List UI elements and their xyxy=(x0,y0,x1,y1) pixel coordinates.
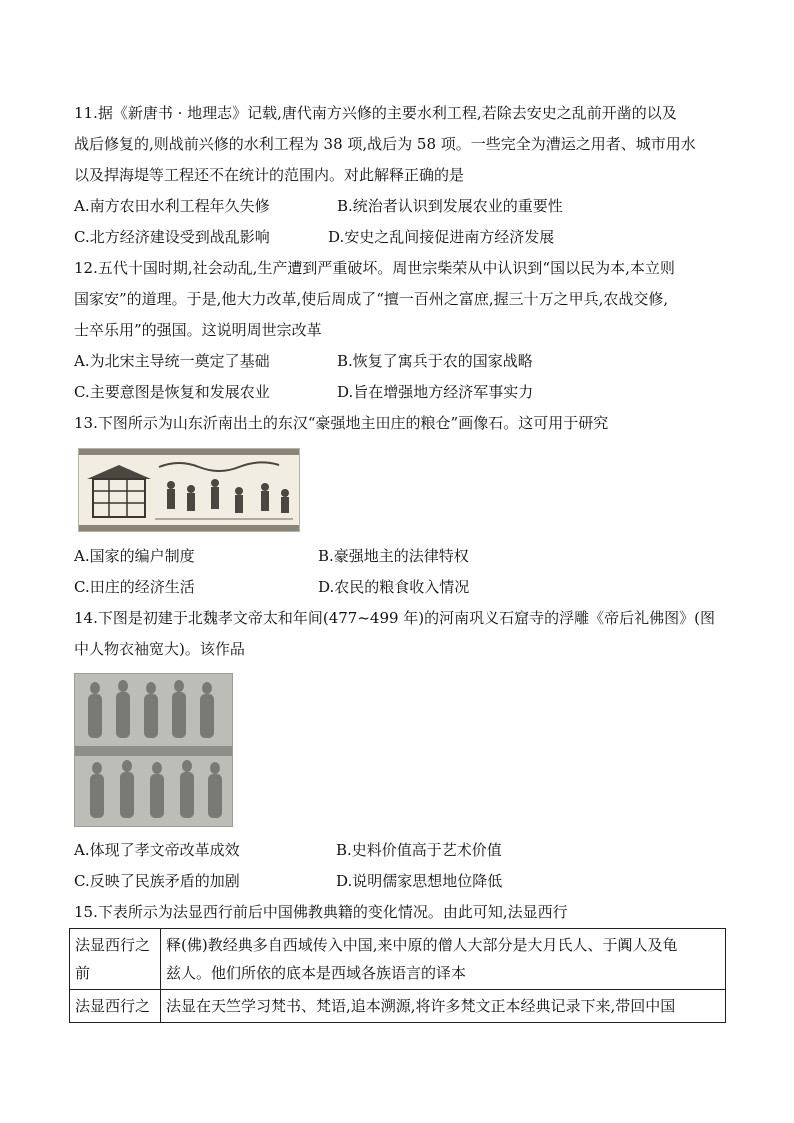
question-14 xyxy=(74,603,726,897)
emperor-empress-worship-relief-image xyxy=(74,673,233,827)
table-cell-text: 兹人。他们所依的底本是西域各族语言的译本 xyxy=(166,964,467,982)
question-11-stem-line-3: 以及捍海堤等工程还不在统计的范围内。对此解释正确的是 xyxy=(74,166,465,184)
question-13-options-row-2 xyxy=(74,572,726,603)
granary-relief-drawing xyxy=(79,449,299,531)
question-11 xyxy=(74,98,726,253)
question-11-stem-line-1: 11.据《新唐书 · 地理志》记载,唐代南方兴修的主要水利工程,若除去安史之乱前开凿的以及 xyxy=(74,104,677,122)
option-d[interactable]: D.农民的粮食收入情况 xyxy=(318,578,470,596)
option-c[interactable]: C.主要意图是恢复和发展农业 xyxy=(74,383,270,401)
question-11-options-row-1 xyxy=(74,191,726,222)
question-12-options-row-1 xyxy=(74,346,726,377)
table-row-header xyxy=(70,990,161,1023)
table-cell xyxy=(161,929,726,990)
option-a[interactable]: A.南方农田水利工程年久失修 xyxy=(74,197,270,215)
question-15-stem: 15.下表所示为法显西行前后中国佛教典籍的变化情况。由此可知,法显西行 xyxy=(74,903,568,921)
question-14-stem-line-2: 中人物衣袖宽大)。该作品 xyxy=(74,640,245,658)
question-13-options-row-1 xyxy=(74,541,726,572)
option-d[interactable]: D.安史之乱间接促进南方经济发展 xyxy=(328,228,555,246)
question-15 xyxy=(74,897,726,1023)
option-a[interactable]: A.国家的编户制度 xyxy=(74,547,195,565)
worship-relief-drawing xyxy=(75,674,232,826)
exam-page xyxy=(74,98,726,1023)
stone-relief-granary-image xyxy=(78,448,300,532)
table-row xyxy=(70,990,726,1023)
question-13 xyxy=(74,408,726,603)
question-12-stem-line-1: 12.五代十国时期,社会动乱,生产遭到严重破坏。周世宗柴荣从中认识到“国以民为本,本立则 xyxy=(74,259,675,277)
option-d[interactable]: D.旨在增强地方经济军事实力 xyxy=(337,383,534,401)
option-c[interactable]: C.北方经济建设受到战乱影响 xyxy=(74,228,270,246)
question-14-options-row-1 xyxy=(74,835,726,866)
option-a[interactable]: A.为北宋主导统一奠定了基础 xyxy=(74,352,270,370)
question-12-options-row-2 xyxy=(74,377,726,408)
table-cell-text: 前 xyxy=(75,964,91,982)
option-b[interactable]: B.史料价值高于艺术价值 xyxy=(336,841,502,859)
question-12-stem-line-3: 士卒乐用”的强国。这说明周世宗改革 xyxy=(74,321,322,339)
question-14-options-row-2 xyxy=(74,866,726,897)
question-12-stem-line-2: 国家安”的道理。于是,他大力改革,使后周成了“擅一百州之富庶,握三十万之甲兵,农战交修, xyxy=(74,290,669,308)
question-14-stem-line-1: 14.下图是初建于北魏孝文帝太和年间(477~499 年)的河南巩义石窟寺的浮雕《帝后礼佛图》(图 xyxy=(74,609,716,627)
fa-xian-comparison-table xyxy=(69,928,726,1023)
table-row xyxy=(70,929,726,990)
table-row-header xyxy=(70,929,161,990)
option-b[interactable]: B.豪强地主的法律特权 xyxy=(318,547,469,565)
option-c[interactable]: C.田庄的经济生活 xyxy=(74,578,195,596)
table-cell-text: 释(佛)教经典多自西域传入中国,来中原的僧人大部分是大月氏人、于阗人及龟 xyxy=(166,936,678,954)
table-cell-text: 法显西行之 xyxy=(75,997,151,1015)
option-d[interactable]: D.说明儒家思想地位降低 xyxy=(336,872,503,890)
question-12 xyxy=(74,253,726,408)
option-c[interactable]: C.反映了民族矛盾的加剧 xyxy=(74,872,240,890)
option-b[interactable]: B.统治者认识到发展农业的重要性 xyxy=(337,197,563,215)
table-cell xyxy=(161,990,726,1023)
question-13-stem: 13.下图所示为山东沂南出土的东汉“豪强地主田庄的粮仓”画像石。这可用于研究 xyxy=(74,414,609,432)
table-cell-text: 法显在天竺学习梵书、梵语,追本溯源,将许多梵文正本经典记录下来,带回中国 xyxy=(166,997,676,1015)
option-a[interactable]: A.体现了孝文帝改革成效 xyxy=(74,841,240,859)
table-cell-text: 法显西行之 xyxy=(75,936,151,954)
question-11-options-row-2 xyxy=(74,222,726,253)
question-11-stem-line-2: 战后修复的,则战前兴修的水利工程为 38 项,战后为 58 项。一些完全为漕运之用者、城市用水 xyxy=(74,135,696,153)
option-b[interactable]: B.恢复了寓兵于农的国家战略 xyxy=(337,352,533,370)
